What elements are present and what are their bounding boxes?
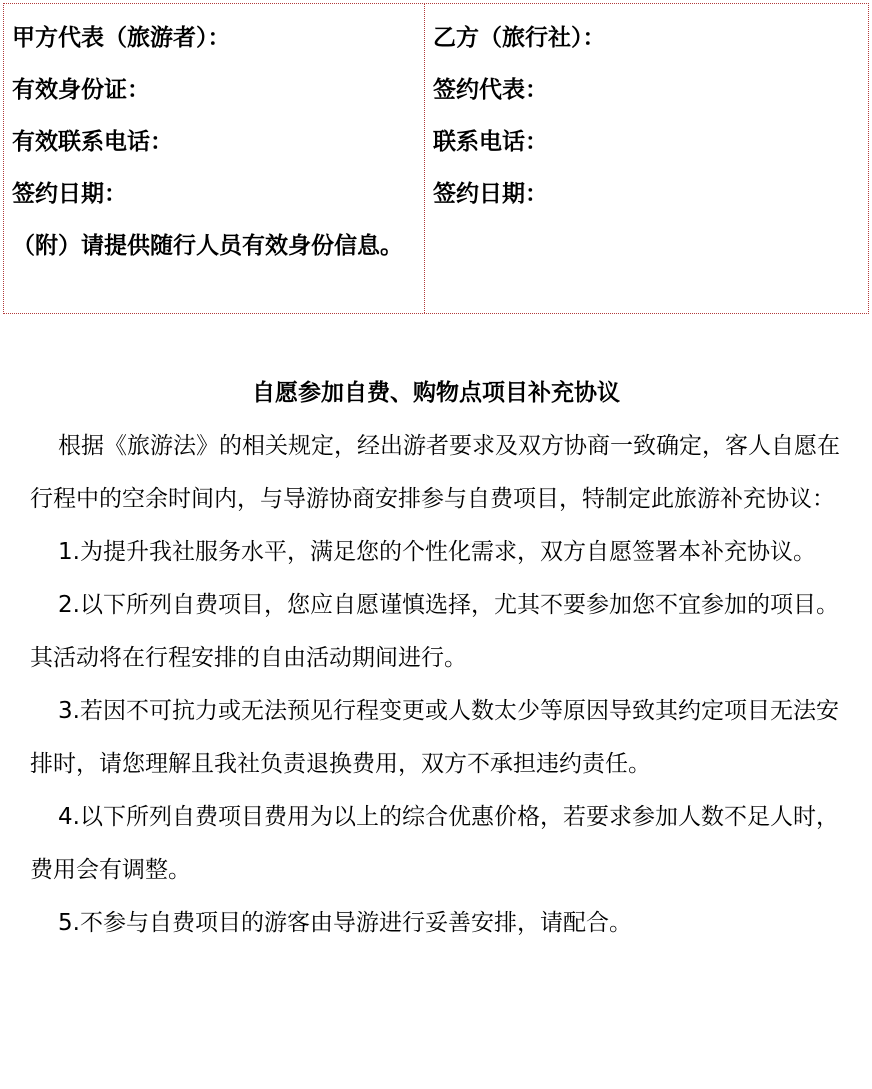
agreement-intro: 根据《旅游法》的相关规定，经出游者要求及双方协商一致确定，客人自愿在行程中的空余时间内，与导游协商安排参与自费项目，特制定此旅游补充协议： [30,433,840,512]
party-b-date-label: 签约日期： [433,181,548,207]
party-b-heading: 乙方（旅行社）： [433,25,606,51]
party-a-id-label: 有效身份证： [12,77,150,103]
party-a-date-label: 签约日期： [12,181,127,207]
signature-table [3,3,869,314]
agreement-clause-3: 3.若因不可抗力或无法预见行程变更或人数太少等原因导致其约定项目无法安排时，请您理解且我社负责退换费用，双方不承担违约责任。 [30,698,839,777]
party-a-phone-label: 有效联系电话： [12,129,173,155]
party-b-rep-label: 签约代表： [433,77,548,103]
agreement-body [30,420,850,950]
party-a-note: （附）请提供随行人员有效身份信息。 [12,233,403,259]
party-a-column [4,4,425,313]
agreement-clause-5: 5.不参与自费项目的游客由导游进行妥善安排，请配合。 [58,910,632,936]
agreement-clause-4: 4.以下所列自费项目费用为以上的综合优惠价格，若要求参加人数不足人时，费用会有调整。 [30,804,839,883]
party-b-phone-label: 联系电话： [433,129,548,155]
party-a-heading: 甲方代表（旅游者）： [12,25,231,51]
agreement-title: 自愿参加自费、购物点项目补充协议 [252,380,620,406]
party-b-column [425,4,868,313]
agreement-clause-2: 2.以下所列自费项目，您应自愿谨慎选择，尤其不要参加您不宜参加的项目。其活动将在行程安排的自由活动期间进行。 [30,592,839,671]
agreement-clause-1: 1.为提升我社服务水平，满足您的个性化需求，双方自愿签署本补充协议。 [58,539,816,565]
